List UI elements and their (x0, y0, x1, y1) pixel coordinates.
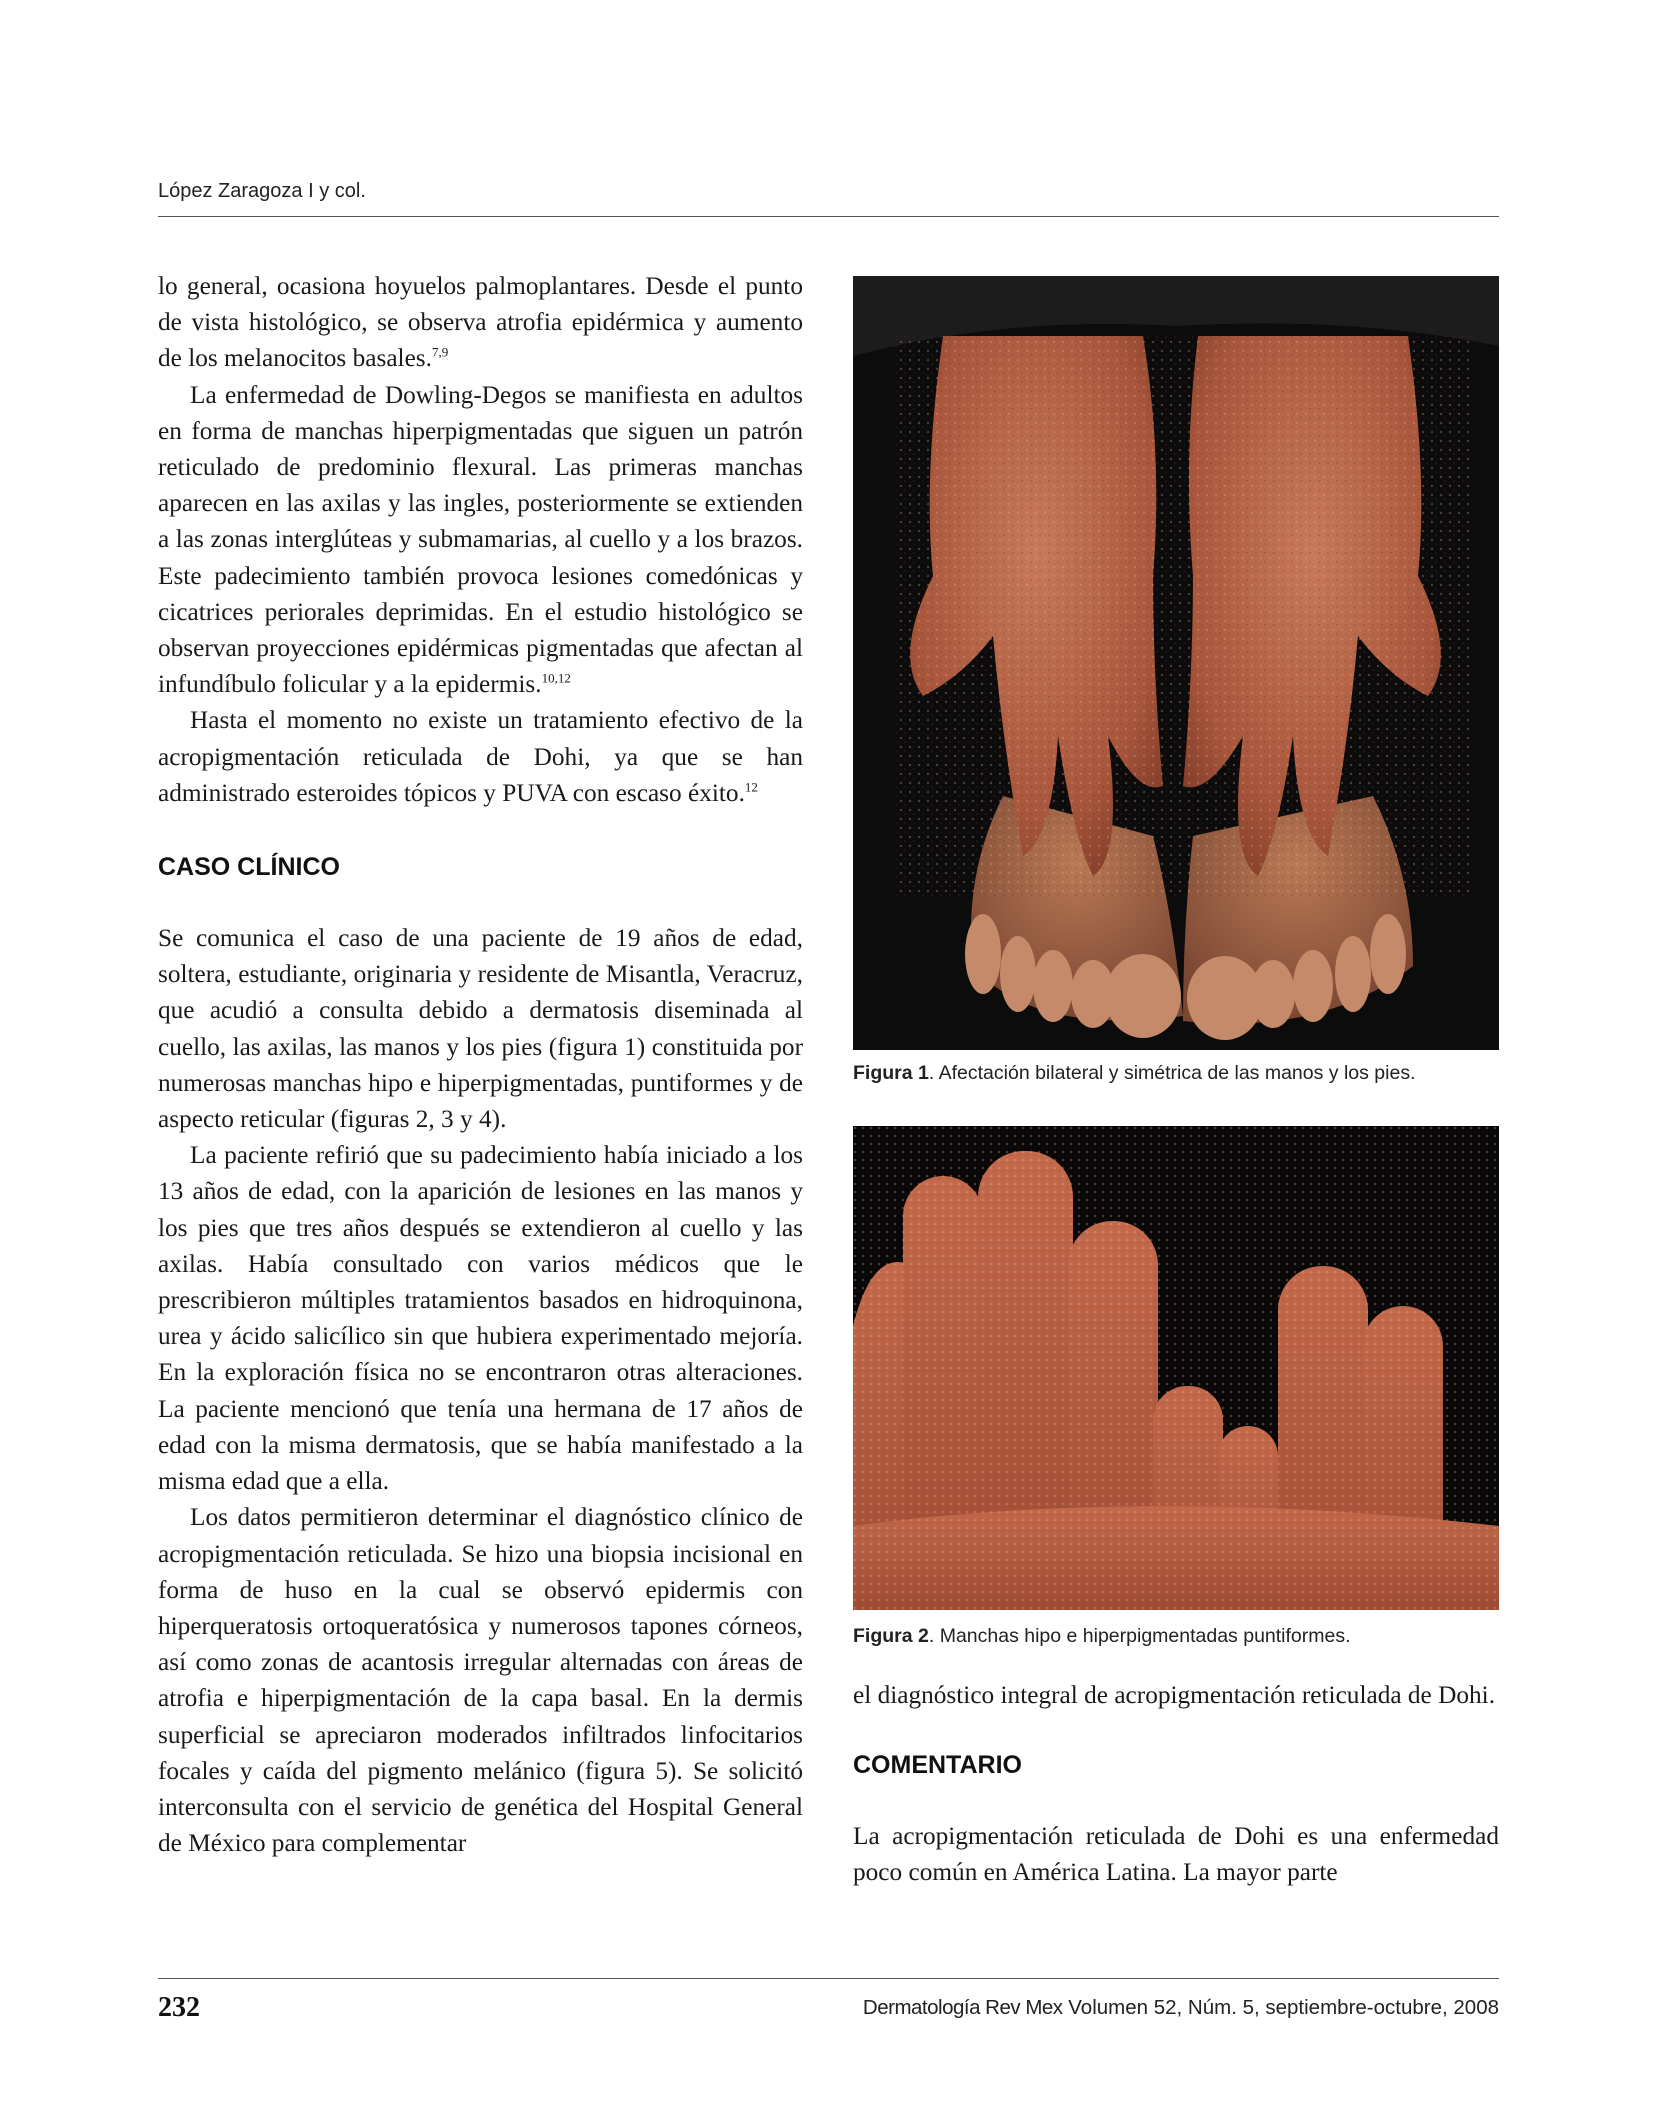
figure-2-photo (853, 1126, 1499, 1610)
reference-superscript: 7,9 (431, 344, 449, 360)
left-column (158, 268, 803, 1861)
paragraph-3: Hasta el momento no existe un tratamiento efectivo de la acropigmentación reticulada de Dohi, ya que se han administrado esteroides tópicos y PUVA con escaso éxito.$^{12}$ (158, 706, 803, 807)
paragraph-1: lo general, ocasiona hoyuelos palmoplantares. Desde el punto de vista histológico, se observa atrofia epidérmica y aumento de los melanocitos basales.$^{7,9}$ (158, 272, 803, 373)
paragraph-5: La paciente refirió que su padecimiento había iniciado a los 13 años de edad, con la aparición de lesiones en las manos y los pies que tres años después se extendieron al cuello y las axilas. Había consultado con varios médicos que le prescribieron múltiples tratamientos basados en hidroquinona, urea y ácido salicílico sin que hubiera experimentado mejoría. En la exploración física no se encontraron otras alteraciones. La paciente mencionó que tenía una hermana de 17 años de edad con la misma dermatosis, que se había manifestado a la misma edad que a ella. (158, 1141, 803, 1496)
journal-name: Dermatología Rev Mex (862, 1996, 1063, 2019)
paragraph-8: La acropigmentación reticulada de Dohi es una enfermedad poco común en América Latina. La mayor parte (853, 1822, 1499, 1887)
reference-superscript: 12 (744, 779, 758, 795)
footer-citation (863, 1996, 1499, 2020)
reference-superscript: 10,12 (541, 670, 571, 686)
volume-info: Volumen 52, Núm. 5, septiembre-octubre, 2008 (1068, 1996, 1499, 2019)
figure-1-photo (853, 276, 1499, 1050)
figure-1-caption: Figura 1. Afectación bilateral y simétrica de las manos y los pies. (853, 1062, 1416, 1084)
paragraph-4: Se comunica el caso de una paciente de 19 años de edad, soltera, estudiante, originaria y residente de Misantla, Veracruz, que acudió a consulta debido a dermatosis diseminada al cuello, las axilas, las manos y los pies (figura 1) constituida por numerosas manchas hipo e hiperpigmentadas, puntiformes y de aspecto reticular (figuras 2, 3 y 4). (158, 924, 803, 1134)
paragraph-2: La enfermedad de Dowling-Degos se manifiesta en adultos en forma de manchas hiperpigmentadas que siguen un patrón reticulado de predominio flexural. Las primeras manchas aparecen en las axilas y las ingles, posteriormente se extienden a las zonas interglúteas y submamarias, al cuello y a los brazos. Este padecimiento también provoca lesiones comedónicas y cicatrices periorales deprimidas. En el estudio histológico se observan proyecciones epidérmicas pigmentadas que afectan al infundíbulo folicular y a la epidermis.$^{10,12}$ (158, 380, 803, 699)
header-rule (158, 216, 1499, 217)
fingers-photo-illustration (853, 1126, 1499, 1610)
page-number: 232 (158, 1992, 200, 2023)
footer-rule (158, 1978, 1499, 1979)
paragraph-6: Los datos permitieron determinar el diagnóstico clínico de acropigmentación reticulada. Se hizo una biopsia incisional en forma de huso en la cual se observó epidermis con hiperqueratosis ortoqueratósica y numerosos tapones córneos, así como zonas de acantosis irregular alternadas con áreas de atrofia e hiperpigmentación de la capa basal. En la dermis superficial se apreciaron moderados infiltrados linfocitarios focales y caída del pigmento melánico (figura 5). Se solicitó interconsulta con el servicio de genética del Hospital General de México para complementar (158, 1503, 803, 1858)
section-heading-comment: COMENTARIO (853, 1751, 1022, 1780)
paragraph-7: el diagnóstico integral de acropigmentación reticulada de Dohi. (853, 1681, 1496, 1709)
figure-1-label: Figura 1 (853, 1062, 929, 1084)
figure-2-label: Figura 2 (853, 1625, 929, 1647)
figure-2-caption: Figura 2. Manchas hipo e hiperpigmentadas puntiformes. (853, 1625, 1351, 1647)
section-heading-case: CASO CLÍNICO (158, 853, 340, 882)
hands-feet-photo-illustration (853, 276, 1499, 1050)
running-head: López Zaragoza I y col. (158, 180, 366, 202)
right-column (853, 1677, 1499, 1891)
